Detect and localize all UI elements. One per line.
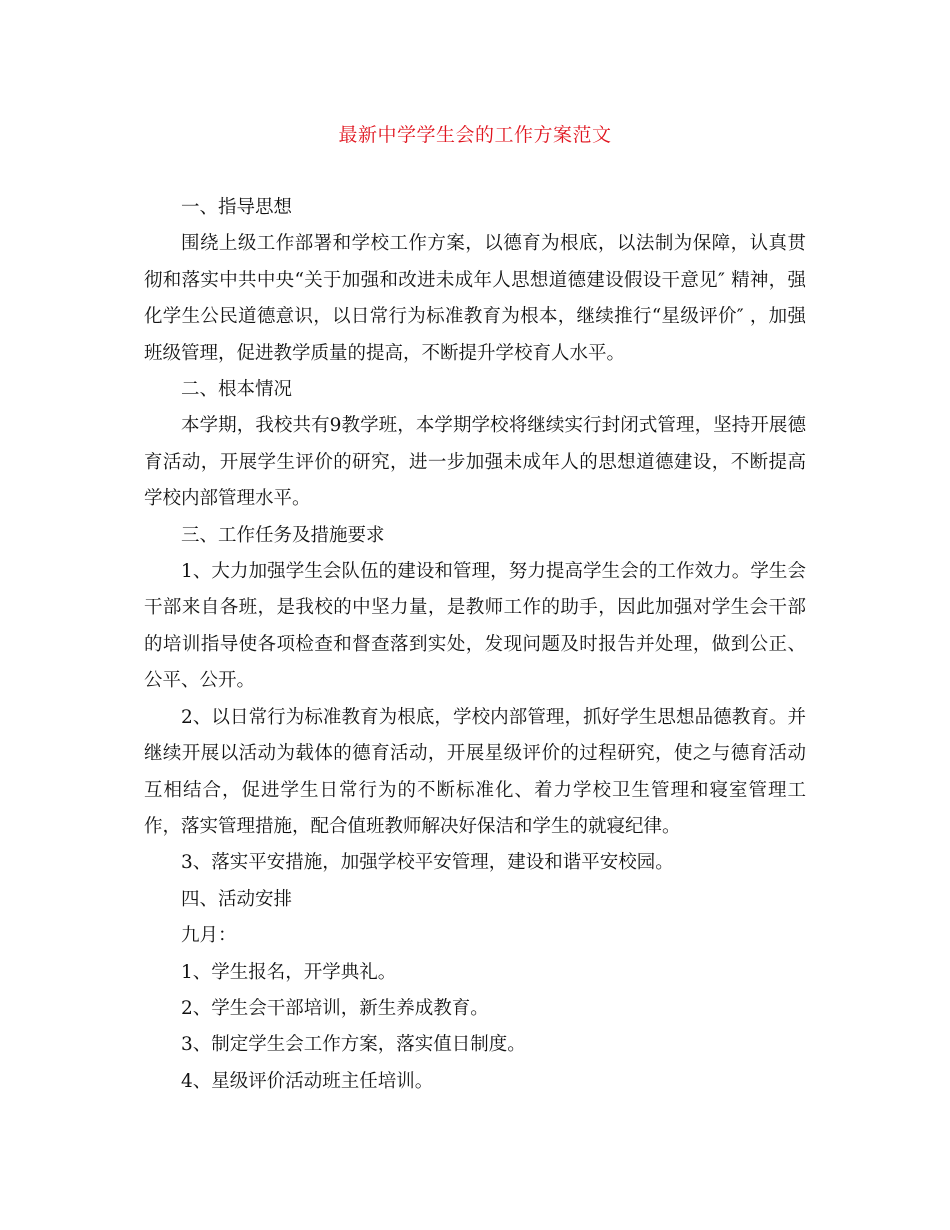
list-item: 1、学生报名，开学典礼。 — [181, 961, 397, 983]
paragraph-basic-situation: 本学期，我校共有9教学班，本学期学校将继续实行封闭式管理，坚持开展德育活动，开展学生评价的研究，进一步加强未成年人的思想道德建设，不断提高学校内部管理水平。 — [144, 415, 806, 510]
paragraph-task-3: 3、落实平安措施，加强学校平安管理，建设和谐平安校园。 — [181, 852, 674, 874]
paragraph-guiding-thought: 围绕上级工作部署和学校工作方案，以德育为根底，以法制为保障，认真贯彻和落实中共中央“关于加强和改进未成年人思想道德建设假设干意见″ 精神，强化学生公民道德意识，以日常行为标准教育为根本，继续推行“星级评价″ ，加强班级管理，促进教学质量的提高，不断提升学校育人水平。 — [144, 233, 806, 364]
section-heading-basic-situation: 二、根本情况 — [181, 379, 293, 401]
month-label-september: 九月： — [181, 925, 237, 947]
paragraph-task-1: 1、大力加强学生会队伍的建设和管理，努力提高学生会的工作效力。学生会干部来自各班，是我校的中坚力量，是教师工作的助手，因此加强对学生会干部的培训指导使各项检查和督查落到实处，发现问题及时报告并处理，做到公正、公平、公开。 — [144, 561, 806, 692]
list-item: 2、学生会干部培训，新生养成教育。 — [181, 997, 489, 1019]
document-title: 最新中学学生会的工作方案范文 — [338, 124, 612, 146]
document-body — [144, 190, 806, 1100]
section-heading-tasks-measures: 三、工作任务及措施要求 — [181, 524, 385, 546]
section-heading-guiding-thought: 一、指导思想 — [181, 197, 293, 218]
section-heading-activity-schedule: 四、活动安排 — [181, 888, 293, 910]
list-item: 3、制定学生会工作方案，落实值日制度。 — [181, 1034, 526, 1056]
list-item: 4、星级评价活动班主任培训。 — [181, 1070, 434, 1092]
paragraph-task-2: 2、以日常行为标准教育为根底，学校内部管理，抓好学生思想品德教育。并继续开展以活动为载体的德育活动，开展星级评价的过程研究，使之与德育活动互相结合，促进学生日常行为的不断标准化、着力学校卫生管理和寝室管理工作，落实管理措施，配合值班教师解决好保洁和学生的就寝纪律。 — [144, 706, 806, 837]
